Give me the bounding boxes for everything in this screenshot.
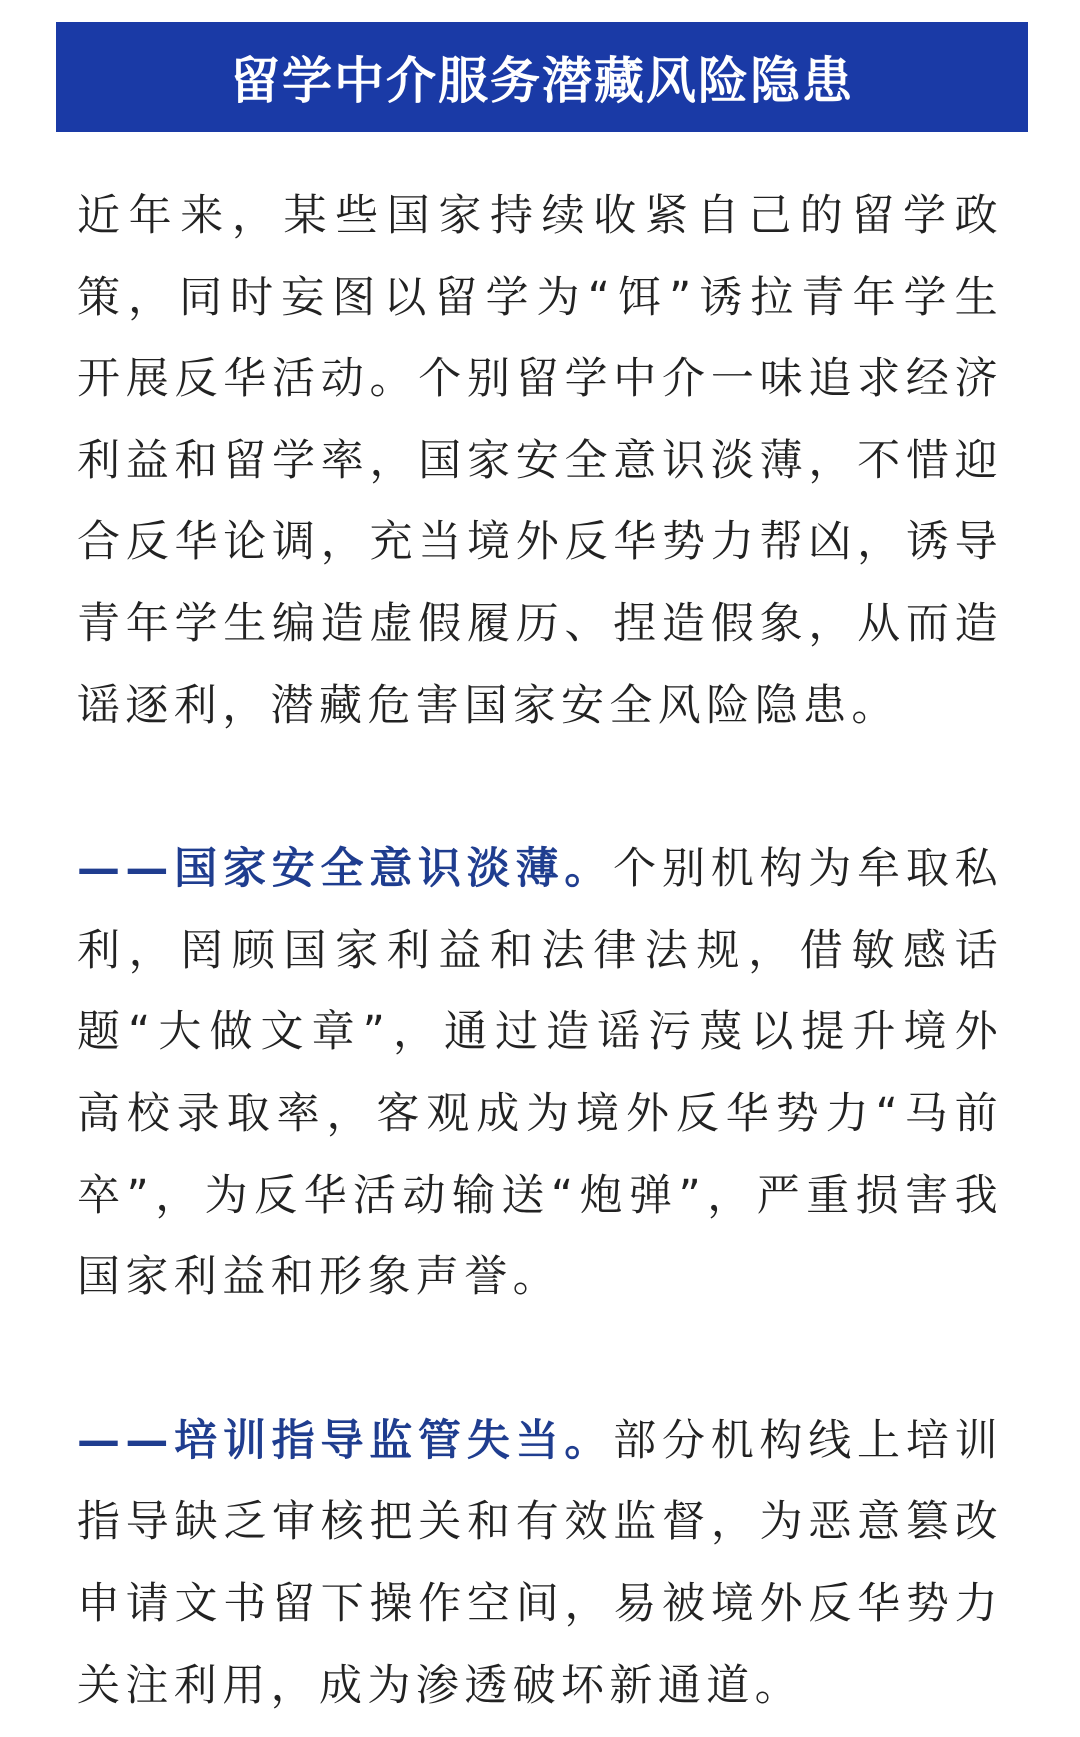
intro-paragraph-text: 近年来，某些国家持续收紧自己的留学政策，同时妄图以留学为“饵”诱拉青年学生开展反华活动。个别留学中介一味追求经济利益和留学率，国家安全意识淡薄，不惜迎合反华论调，充当境外反华势力帮凶，诱导青年学生编造虚假履历、捏造假象，从而造谣逐利，潜藏危害国家安全风险隐患。 <box>77 191 1003 731</box>
section-paragraph-training-supervision <box>77 1401 1003 1727</box>
intro-paragraph <box>77 176 1003 747</box>
section-text-training-supervision: 部分机构线上培训指导缺乏审核把关和有效监督，为恶意篡改申请文书留下操作空间，易被境外反华势力关注利用，成为渗透破坏新通道。 <box>77 1415 1004 1711</box>
article-body <box>77 176 1003 1727</box>
section-heading-training-supervision: ——培训指导监管失当。 <box>77 1415 614 1466</box>
section-heading-security-awareness: ——国家安全意识淡薄。 <box>77 844 614 895</box>
page-title: 留学中介服务潜藏风险隐患 <box>230 52 854 110</box>
section-paragraph-security-awareness <box>77 829 1003 1319</box>
section-text-security-awareness: 个别机构为牟取私利，罔顾国家利益和法律法规，借敏感话题“大做文章”，通过造谣污蔑以提升境外高校录取率，客观成为境外反华势力“马前卒”，为反华活动输送“炮弹”，严重损害我国家利益和形象声誉。 <box>77 844 1004 1303</box>
title-banner <box>56 22 1028 132</box>
